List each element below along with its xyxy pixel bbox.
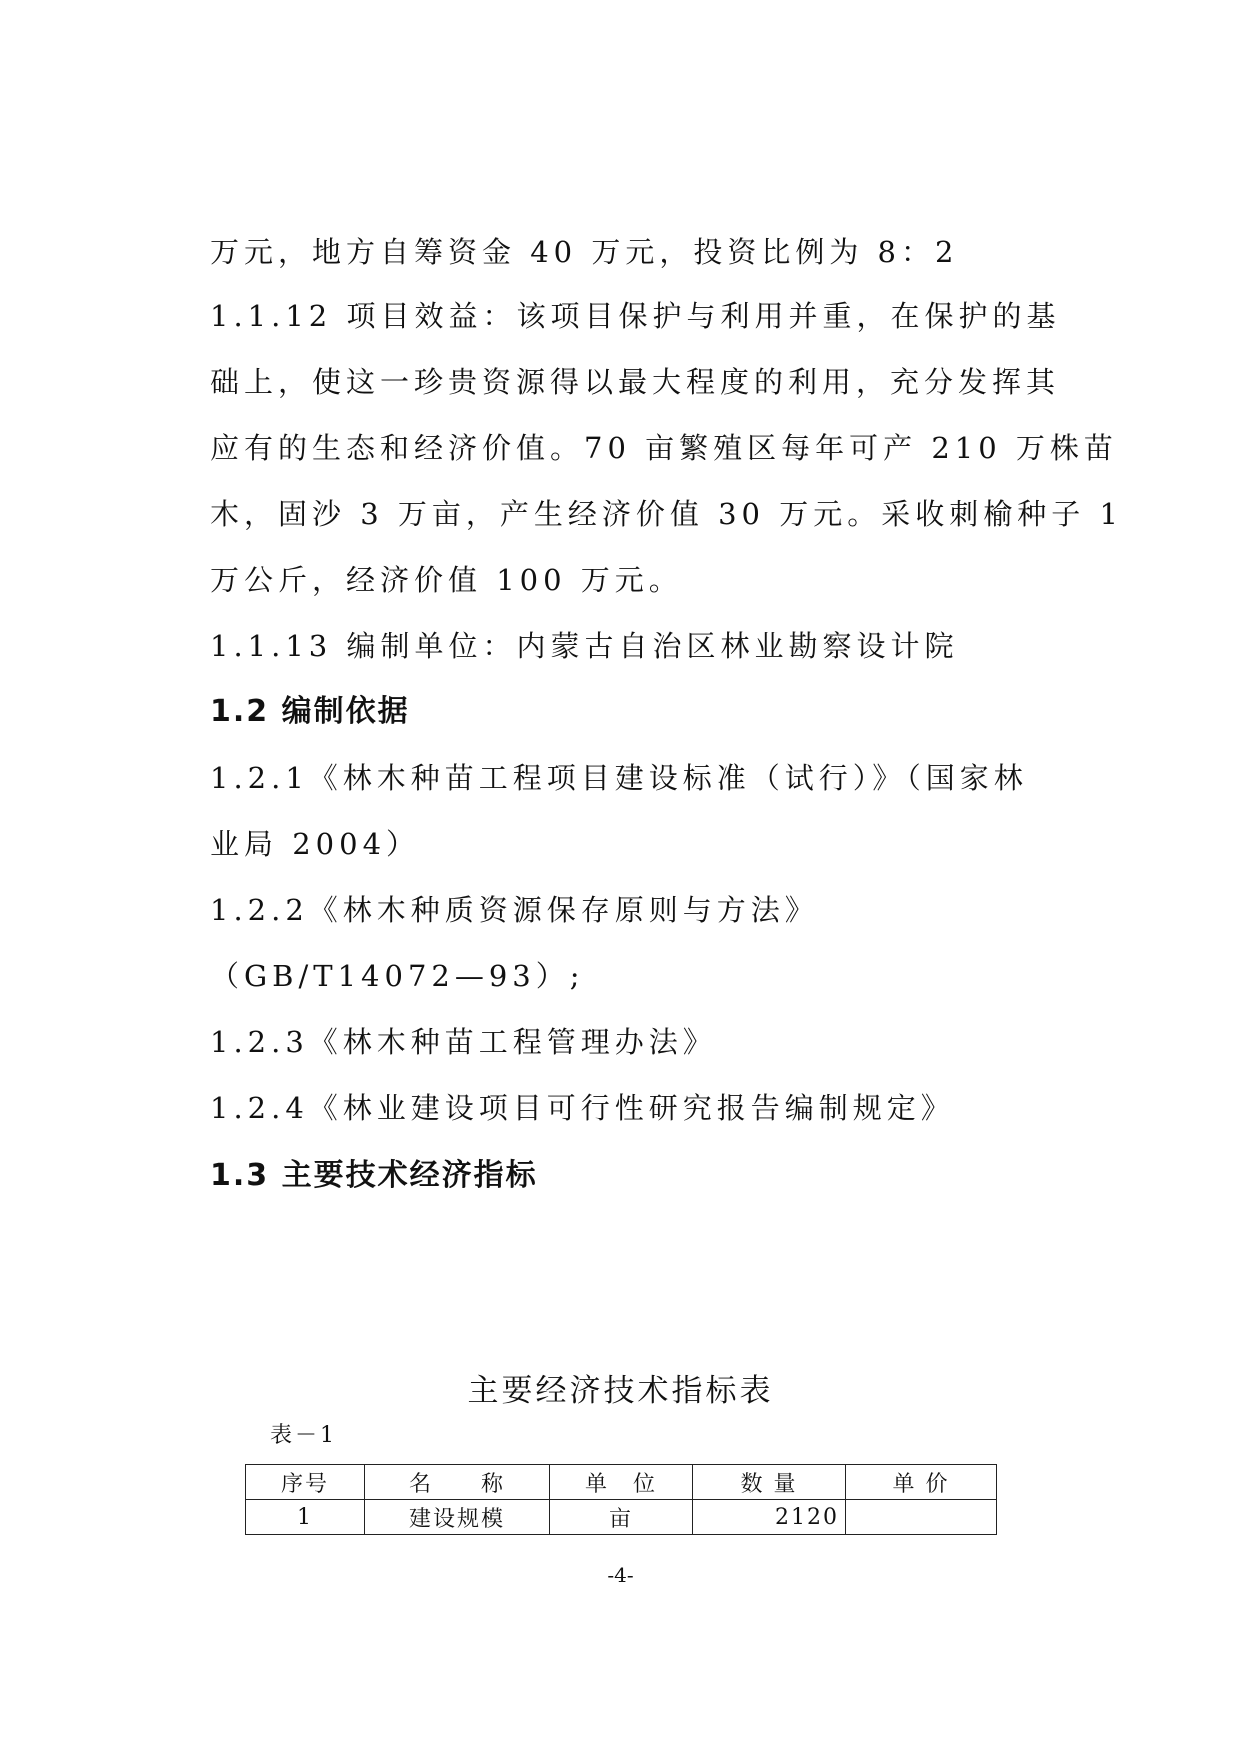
section-heading-1-2: 1.2 编制依据 <box>210 694 410 729</box>
basis-line-3: 1.2.2《林木种质资源保存原则与方法》 <box>210 893 819 927</box>
body-line-1: 万元，地方自筹资金 40 万元，投资比例为 8：2 <box>210 235 959 269</box>
indicator-table <box>245 1464 997 1535</box>
body-line-3: 础上，使这一珍贵资源得以最大程度的利用，充分发挥其 <box>210 365 1061 399</box>
table-title <box>0 1365 1241 1410</box>
basis-line-4: （GB/T14072—93）; <box>210 959 585 993</box>
basis-line-2: 业局 2004） <box>210 827 421 861</box>
body-line-6: 万公斤，经济价值 100 万元。 <box>210 563 683 597</box>
section-heading-1-3: 1.3 主要技术经济指标 <box>210 1158 538 1193</box>
body-line-7: 1.1.13 编制单位：内蒙古自治区林业勘察设计院 <box>210 629 959 663</box>
basis-line-6: 1.2.4《林业建设项目可行性研究报告编制规定》 <box>210 1091 955 1125</box>
table-row <box>246 1500 997 1535</box>
header-unit: 单 位 <box>550 1465 693 1500</box>
body-line-5: 木，固沙 3 万亩，产生经济价值 30 万元。采收刺榆种子 1 <box>210 497 1123 531</box>
body-line-4: 应有的生态和经济价值。70 亩繁殖区每年可产 210 万株苗 <box>210 431 1118 465</box>
cell-seq: 1 <box>246 1500 365 1535</box>
table-header-row <box>246 1465 997 1500</box>
cell-quantity: 2120 <box>693 1500 846 1535</box>
cell-unit: 亩 <box>550 1500 693 1535</box>
cell-unit-price <box>846 1500 997 1535</box>
body-line-2: 1.1.12 项目效益：该项目保护与利用并重，在保护的基 <box>210 299 1061 333</box>
header-seq: 序号 <box>246 1465 365 1500</box>
page-number: -4- <box>607 1563 634 1587</box>
header-quantity: 数 量 <box>693 1465 846 1500</box>
cell-name: 建设规模 <box>365 1500 550 1535</box>
basis-line-5: 1.2.3《林木种苗工程管理办法》 <box>210 1025 717 1059</box>
table-title-text: 主要经济技术指标表 <box>467 1373 774 1409</box>
table-number: 表－1 <box>270 1423 337 1448</box>
header-unit-price: 单 价 <box>846 1465 997 1500</box>
basis-line-1: 1.2.1《林木种苗工程项目建设标准（试行）》（国家林 <box>210 761 1028 795</box>
header-name: 名 称 <box>365 1465 550 1500</box>
